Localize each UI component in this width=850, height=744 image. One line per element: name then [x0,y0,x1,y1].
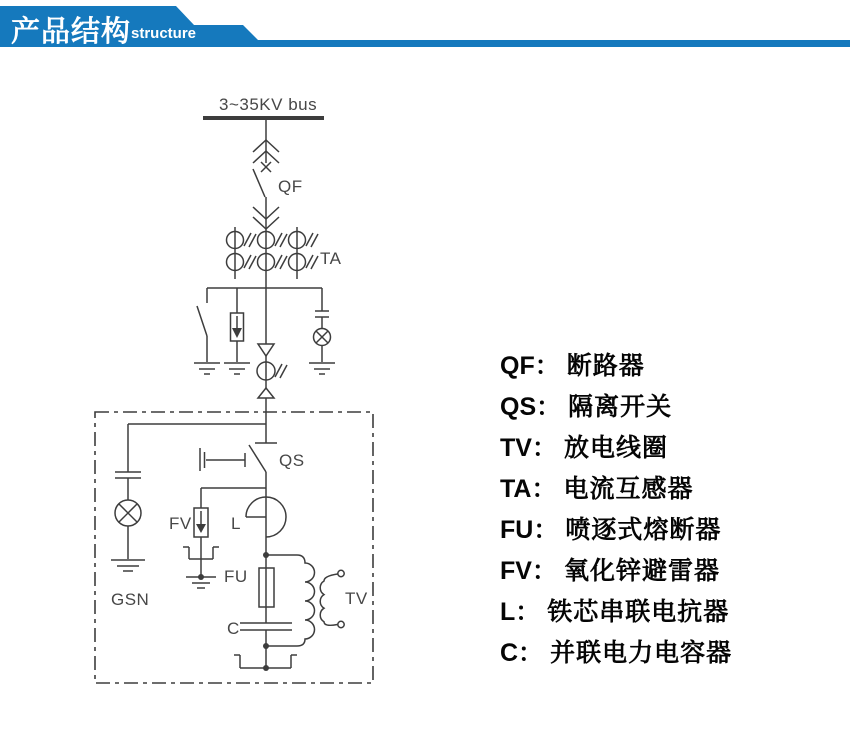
l-label: L [231,514,241,533]
bus-label: 3~35KV bus [219,95,318,114]
legend-item-c [500,633,732,674]
legend-item-qf [500,346,732,387]
surge-arrester-branch [224,288,250,374]
lamp-icon [115,500,141,526]
qs-disconnector [200,443,305,472]
ground-icon [194,363,220,374]
ground-icon [224,363,250,374]
legend-code: QS： [500,393,562,421]
legend-code: FU： [500,516,559,544]
legend-name: 隔离开关 [568,393,673,421]
legend-item-qs [500,387,732,428]
legend-item-fu [500,510,732,551]
bus-bar [203,95,324,118]
legend-item-l [500,592,732,633]
fv-label: FV [169,514,192,533]
tv-discharge-coil [266,555,368,646]
page-subtitle: structure [131,25,197,42]
legend-code: QF： [500,352,560,380]
legend-name: 放电线圈 [563,434,668,462]
capacitor-cabinet-enclosure [95,412,373,683]
legend-name: 并联电力电容器 [550,639,733,667]
legend-code: TA： [500,475,557,503]
legend-name: 电流互感器 [563,475,694,503]
qs-label: QS [279,451,305,470]
legend-name: 铁芯串联电抗器 [547,598,730,626]
legend-code: TV： [500,434,557,462]
qf-circuit-breaker [253,162,303,197]
fu-label: FU [224,567,248,586]
legend [500,346,732,674]
l-reactor [231,497,286,537]
legend-code: FV： [500,557,557,585]
gsn-label: GSN [111,590,150,609]
qf-label: QF [278,177,303,196]
legend-code: C： [500,639,544,667]
lamp-icon [314,329,331,346]
c-capacitor [227,619,297,671]
ground-icon [111,560,145,571]
inline-ct [257,344,287,398]
legend-item-fv [500,551,732,592]
legend-name: 氧化锌避雷器 [563,557,720,585]
legend-item-tv [500,428,732,469]
tv-label: TV [345,589,368,608]
ground-icon [309,363,335,374]
earthing-switch-branch [194,288,220,374]
ta-label: TA [320,249,342,268]
page-title: 产品结构 [11,16,132,48]
legend-name: 断路器 [566,352,645,380]
c-label: C [227,619,240,638]
legend-item-ta [500,469,732,510]
legend-code: L： [500,598,541,626]
ta-current-transformer [227,227,342,279]
ta-secondary-slashes [244,233,318,269]
voltage-indicator-branch [309,288,335,374]
legend-name: 喷逐式熔断器 [565,516,722,544]
